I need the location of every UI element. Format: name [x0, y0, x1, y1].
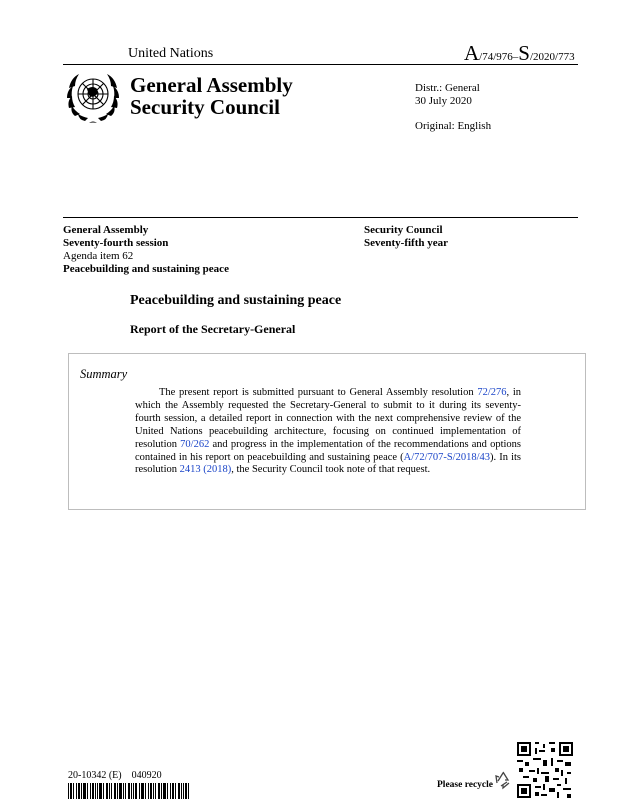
meta-year: Seventy-fifth year	[364, 237, 449, 249]
date: 30 July 2020	[415, 95, 472, 107]
document-subtitle: Report of the Secretary-General	[130, 322, 296, 336]
distribution: Distr.: General	[415, 82, 480, 94]
link-report-a-72-707[interactable]: A/72/707-S/2018/43	[403, 451, 491, 463]
meta-rule	[63, 217, 578, 218]
summary-paragraph: The present report is submitted pursuant to General Assembly resolution 72/276, in which the Assembly requested the Secretary-General to submit to it during its seventy-fourth session, a detailed report in connection with the next comprehensive review of the United Nations peacebuilding architecture, focusing on continued implementation of resolution 70/262 and progress in the implementation of the recommendations and options contained in his report on peacebuilding and sustaining peace (A/72/707-S/2018/43). In its resolution 2413 (2018), the Security Council took note of that request.	[135, 387, 521, 476]
meta-agenda-item: Peacebuilding and sustaining peace	[63, 263, 229, 275]
please-recycle-label: Please recycle	[437, 780, 493, 790]
qr-code-icon	[517, 742, 573, 798]
meta-session: Seventy-fourth session	[63, 237, 169, 249]
body-name-general-assembly: General Assembly	[130, 73, 293, 97]
link-resolution-70-262[interactable]: 70/262	[180, 438, 210, 450]
meta-body-right: Security Council	[364, 224, 443, 236]
meta-body-left: General Assembly	[63, 224, 149, 236]
job-number: 20-10342 (E) 040920	[68, 770, 162, 781]
recycle-icon	[493, 770, 513, 790]
barcode-icon	[68, 783, 190, 799]
un-emblem-icon	[65, 70, 121, 124]
link-resolution-72-276[interactable]: 72/276	[477, 387, 507, 398]
document-symbol: A/74/976–S/2020/773	[464, 41, 575, 65]
summary-heading: Summary	[80, 367, 128, 381]
meta-agenda: Agenda item 62	[63, 250, 134, 262]
link-resolution-2413[interactable]: 2413 (2018)	[179, 464, 232, 476]
header-rule	[63, 64, 578, 65]
organization-name: United Nations	[128, 46, 214, 61]
original-language: Original: English	[415, 120, 492, 132]
summary-box	[68, 353, 586, 510]
body-name-security-council: Security Council	[130, 95, 280, 119]
document-title: Peacebuilding and sustaining peace	[130, 293, 342, 308]
